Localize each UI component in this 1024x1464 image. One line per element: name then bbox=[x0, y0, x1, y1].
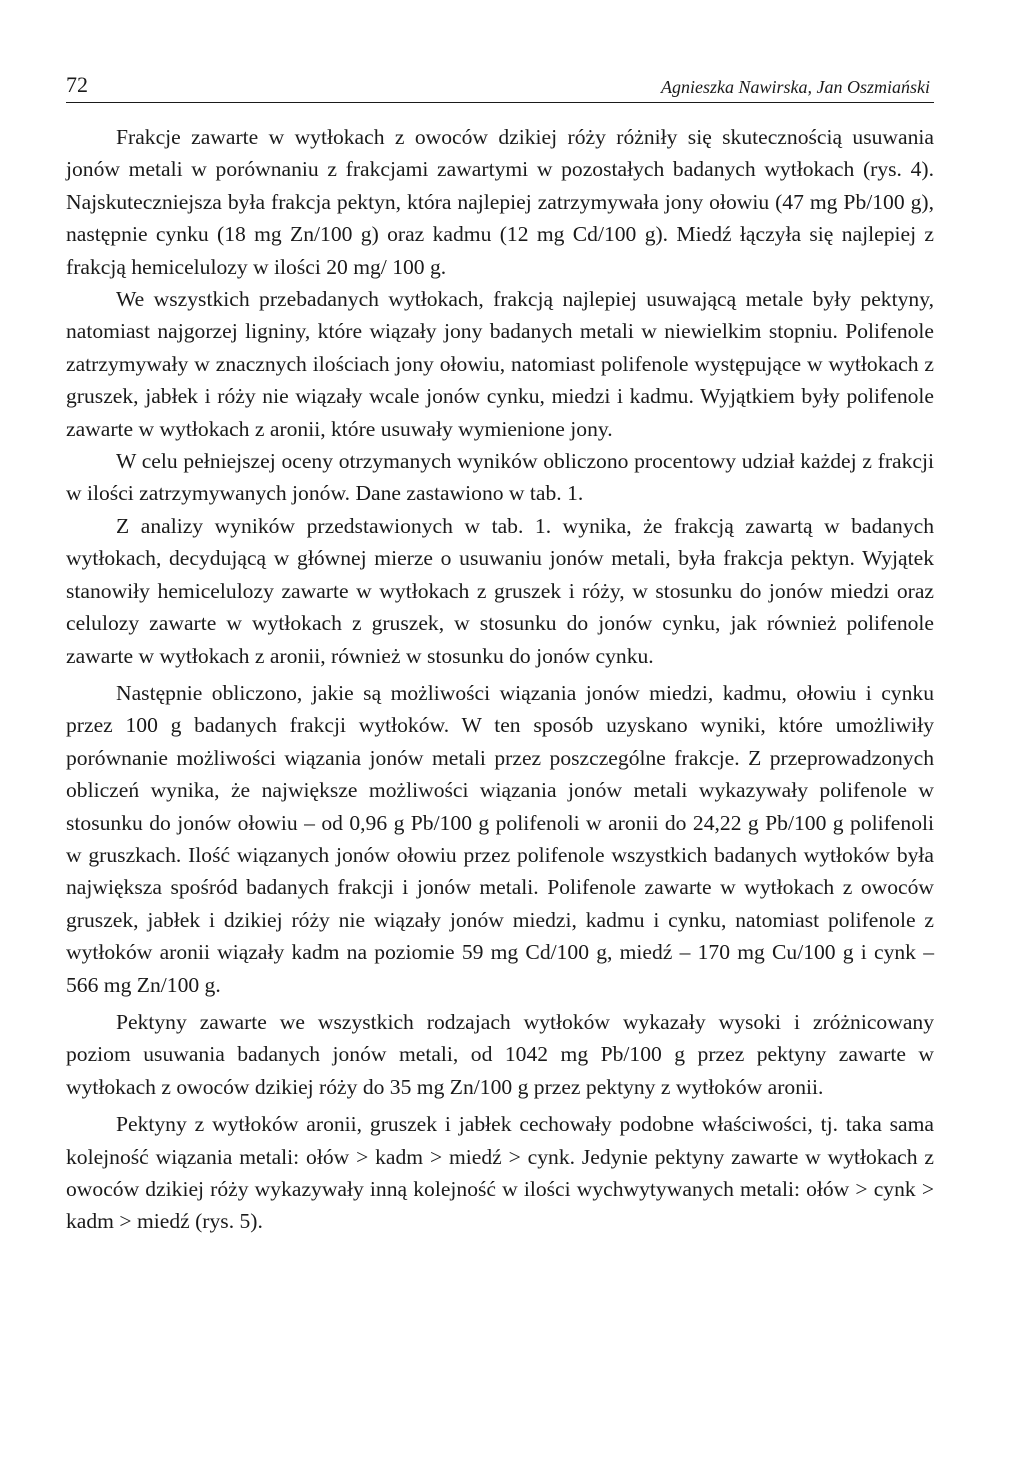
running-header bbox=[66, 68, 934, 103]
document-page bbox=[66, 68, 934, 1238]
paragraph-5: Następnie obliczono, jakie są możliwości wiązania jonów miedzi, kadmu, ołowiu i cynku przez 100 g badanych frakcji wytłoków. W ten sposób uzyskano wyniki, które umożliwiły porównanie możliwości wiązania jonów metali przez poszczególne frakcje. Z przeprowadzonych obliczeń wynika, że największe możliwości wiązania jonów metali wykazywały polifenole w stosunku do jonów ołowiu – od 0,96 g Pb/100 g polifenoli w aronii do 24,22 g Pb/100 g polifenoli w gruszkach. Ilość wiązanych jonów ołowiu przez polifenole wszystkich badanych wytłoków była największa spośród badanych frakcji i jonów metali. Polifenole zawarte w wytłokach z owoców gruszek, jabłek i dzikiej róży nie wiązały jonów miedzi, kadmu i cynku, natomiast polifenole z wytłoków aronii wiązały kadm na poziomie 59 mg Cd/100 g, miedź – 170 mg Cu/100 g i cynk – 566 mg Zn/100 g. bbox=[66, 680, 934, 997]
page-number: 72 bbox=[66, 72, 88, 97]
running-header-authors: Agnieszka Nawirska, Jan Oszmiański bbox=[661, 77, 930, 97]
paragraph-1: Frakcje zawarte w wytłokach z owoców dzikiej róży różniły się skutecznością usuwania jonów metali w porównaniu z frakcjami zawartymi w pozostałych badanych wytłokach (rys. 4). Najskuteczniejsza była frakcja pektyn, która najlepiej zatrzymywała jony ołowiu (47 mg Pb/100 g), następnie cynku (18 mg Zn/100 g) oraz kadmu (12 mg Cd/100 g). Miedź łączyła się najlepiej z frakcją hemicelulozy w ilości 20 mg/ 100 g. bbox=[66, 125, 934, 279]
paragraph-4: Z analizy wyników przedstawionych w tab. 1. wynika, że frakcją zawartą w badanych wytłokach, decydującą w głównej mierze o usuwaniu jonów metali, była frakcja pektyn. Wyjątek stanowiły hemicelulozy zawarte w wytłokach z gruszek i róży, w stosunku do jonów miedzi oraz celulozy zawarte w wytłokach z gruszek, w stosunku do jonów cynku, jak również polifenole zawarte w wytłokach z aronii, również w stosunku do jonów cynku. bbox=[66, 513, 934, 668]
paragraph-2: We wszystkich przebadanych wytłokach, frakcją najlepiej usuwającą metale były pektyny, natomiast najgorzej ligniny, które wiązały jony badanych metali w niewielkim stopniu. Polifenole zatrzymywały w znacznych ilościach jony ołowiu, natomiast polifenole występujące w wytłokach z gruszek, jabłek i róży nie wiązały wcale jonów cynku, miedzi i kadmu. Wyjątkiem były polifenole zawarte w wytłokach z aronii, które usuwały wymienione jony. bbox=[66, 287, 934, 441]
body-text bbox=[66, 121, 934, 1238]
paragraph-7: Pektyny z wytłoków aronii, gruszek i jabłek cechowały podobne właściwości, tj. taka sama kolejność wiązania metali: ołów > kadm > miedź > cynk. Jedynie pektyny zawarte w wytłokach z owoców dzikiej róży wykazywały inną kolejność w ilości wychwytywanych metali: ołów > cynk > kadm > miedź (rys. 5). bbox=[66, 1112, 934, 1234]
paragraph-6: Pektyny zawarte we wszystkich rodzajach wytłoków wykazały wysoki i zróżnicowany poziom usuwania badanych jonów metali, od 1042 mg Pb/100 g przez pektyny zawarte w wytłokach z owoców dzikiej róży do 35 mg Zn/100 g przez pektyny z wytłoków aronii. bbox=[66, 1009, 934, 1099]
paragraph-3: W celu pełniejszej oceny otrzymanych wyników obliczono procentowy udział każdej z frakcji w ilości zatrzymywanych jonów. Dane zastawiono w tab. 1. bbox=[66, 449, 934, 506]
